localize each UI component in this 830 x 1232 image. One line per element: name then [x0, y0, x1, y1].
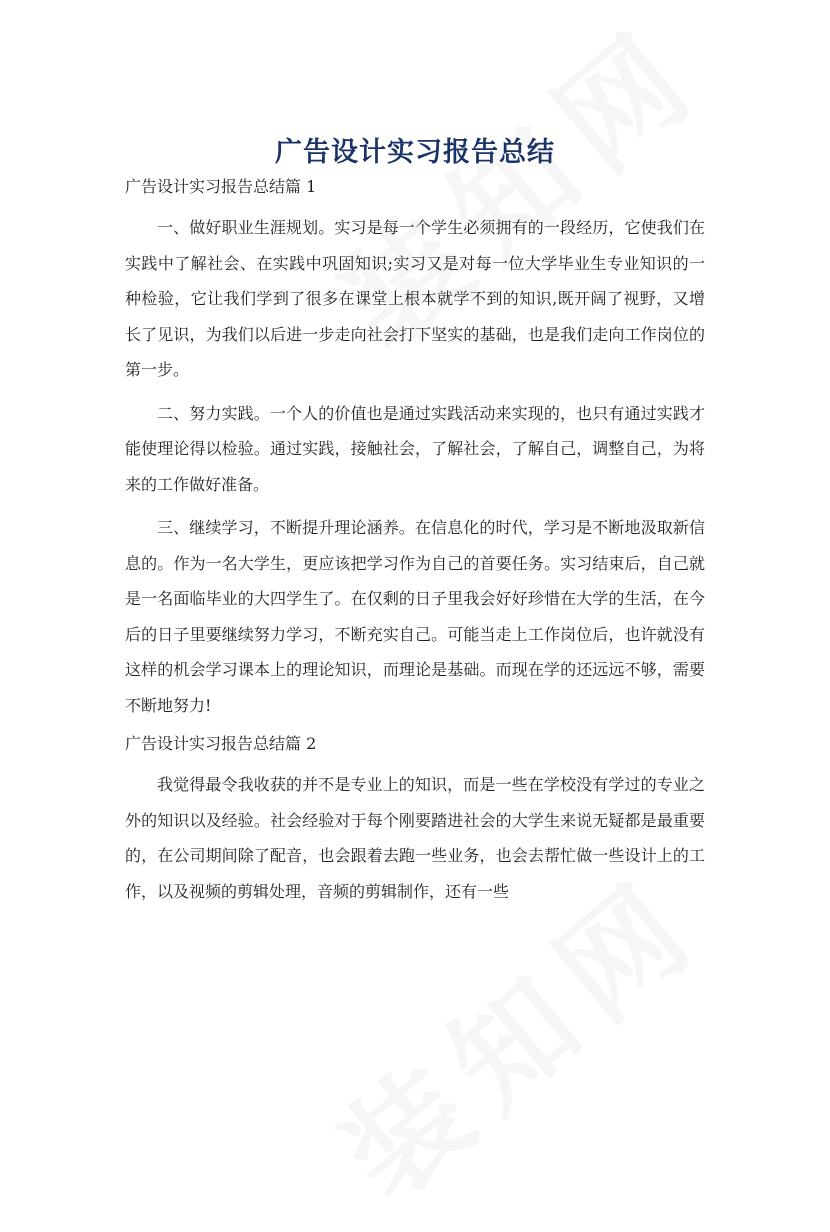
section-1	[125, 172, 705, 723]
document-body	[125, 172, 705, 917]
paragraph: 一、做好职业生涯规划。实习是每一个学生必须拥有的一段经历，它使我们在实践中了解社会、在实践中巩固知识;实习又是对每一位大学毕业生专业知识的一种检验，它让我们学到了很多在课堂上根本就学不到的知识,既开阔了视野，又增长了见识，为我们以后进一步走向社会打下坚实的基础，也是我们走向工作岗位的第一步。	[125, 218, 705, 379]
paragraph: 三、继续学习，不断提升理论涵养。在信息化的时代，学习是不断地汲取新信息的。作为一名大学生，更应该把学习作为自己的首要任务。实习结束后，自己就是一名面临毕业的大四学生了。在仅剩的日子里我会好好珍惜在大学的生活，在今后的日子里要继续努力学习，不断充实自己。可能当走上工作岗位后，也许就没有这样的机会学习课本上的理论知识，而理论是基础。而现在学的还远远不够，需要不断地努力!	[125, 518, 705, 715]
page-title: 广告设计实习报告总结	[275, 137, 555, 169]
section-heading: 广告设计实习报告总结篇 2	[125, 734, 317, 753]
section-2	[125, 729, 705, 909]
paragraph: 二、努力实践。一个人的价值也是通过实践活动来实现的，也只有通过实践才能使理论得以检验。通过实践，接触社会，了解社会，了解自己，调整自己，为将来的工作做好准备。	[125, 403, 705, 494]
section-heading: 广告设计实习报告总结篇 1	[125, 177, 317, 196]
paragraph: 我觉得最令我收获的并不是专业上的知识，而是一些在学校没有学过的专业之外的知识以及经验。社会经验对于每个刚要踏进社会的大学生来说无疑都是最重要的，在公司期间除了配音，也会跟着去跑一些业务，也会去帮忙做一些设计上的工作，以及视频的剪辑处理，音频的剪辑制作，还有一些	[125, 775, 705, 901]
